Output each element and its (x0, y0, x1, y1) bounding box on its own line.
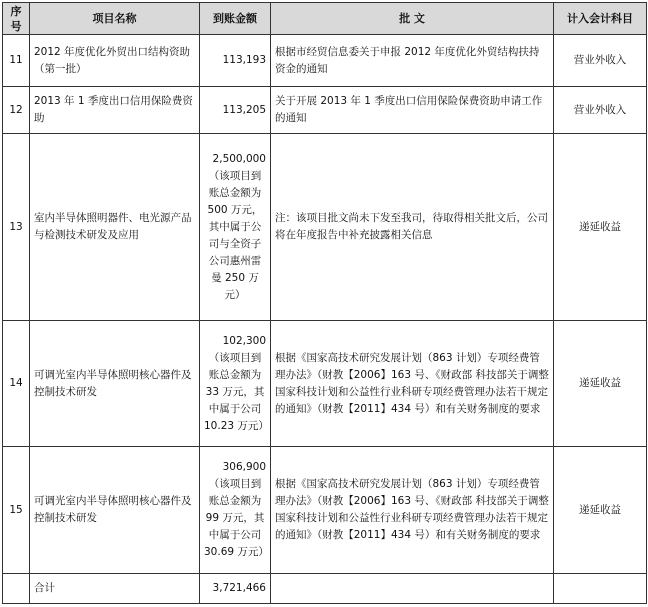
row-account: 递延收益 (554, 447, 647, 574)
row-project-name: 室内半导体照明器件、电光源产品与检测技术研发及应用 (30, 134, 200, 321)
header-row (3, 3, 647, 35)
total-approval-empty (271, 574, 554, 604)
government-grant-table (2, 2, 647, 604)
total-row (3, 574, 647, 604)
row-account: 营业外收入 (554, 35, 647, 87)
total-seq-empty (3, 574, 30, 604)
table-row (3, 321, 647, 447)
row-approval: 注：该项目批文尚未下发至我司，待取得相关批文后，公司将在年度报告中补充披露相关信息 (271, 134, 554, 321)
row-project-name: 可调光室内半导体照明核心器件及控制技术研发 (30, 447, 200, 574)
row-amount-value: 2,500,000 (212, 152, 266, 165)
header-account: 计入会计科目 (554, 3, 647, 35)
row-seq: 11 (3, 35, 30, 87)
row-amount (200, 87, 271, 134)
header-seq: 序号 (3, 3, 30, 35)
row-amount-detail: （该项目到账总金额为500 万元，其中属于公司与全资子公司惠州雷曼 250 万元） (207, 169, 263, 301)
row-project-name: 2012 年度优化外贸出口结构资助（第一批） (30, 35, 200, 87)
row-approval: 根据《国家高技术研究发展计划（863 计划）专项经费管理办法》（财教【2006】163 号、《财政部 科技部关于调整国家科技计划和公益性行业科研专项经费管理办法若干规定的通知》（财教【2011】434 号）和有关财务制度的要求 (271, 447, 554, 574)
row-amount (200, 35, 271, 87)
row-project-name: 可调光室内半导体照明核心器件及控制技术研发 (30, 321, 200, 447)
row-seq: 13 (3, 134, 30, 321)
table-row (3, 447, 647, 574)
row-account: 递延收益 (554, 321, 647, 447)
header-amount: 到账金额 (200, 3, 271, 35)
row-account: 递延收益 (554, 134, 647, 321)
row-approval: 根据《国家高技术研究发展计划（863 计划）专项经费管理办法》（财教【2006】163 号、《财政部 科技部关于调整国家科技计划和公益性行业科研专项经费管理办法若干规定的通知》（财教【2011】434 号）和有关财务制度的要求 (271, 321, 554, 447)
total-amount: 3,721,466 (200, 574, 271, 604)
row-amount-value: 113,205 (222, 103, 266, 116)
total-label: 合计 (30, 574, 200, 604)
table-row (3, 35, 647, 87)
row-amount-value: 306,900 (222, 461, 266, 473)
row-amount (200, 447, 271, 574)
row-approval: 关于开展 2013 年 1 季度出口信用保险保费资助申请工作的通知 (271, 87, 554, 134)
table-row (3, 134, 647, 321)
row-seq: 15 (3, 447, 30, 574)
header-approval: 批 文 (271, 3, 554, 35)
row-amount-value: 113,193 (222, 54, 266, 66)
row-amount (200, 321, 271, 447)
row-seq: 14 (3, 321, 30, 447)
row-account: 营业外收入 (554, 87, 647, 134)
table-row (3, 87, 647, 134)
total-account-empty (554, 574, 647, 604)
row-approval: 根据市经贸信息委关于申报 2012 年度优化外贸结构扶持资金的通知 (271, 35, 554, 87)
row-seq: 12 (3, 87, 30, 134)
row-amount-detail: （该项目到账总金额为99 万元，其中属于公司30.69 万元） (204, 478, 269, 558)
row-amount (200, 134, 271, 321)
row-amount-value: 102,300 (222, 334, 266, 347)
row-project-name: 2013 年 1 季度出口信用保险费资助 (30, 87, 200, 134)
header-name: 项目名称 (30, 3, 200, 35)
row-amount-detail: （该项目到账总金额为33 万元，其中属于公司10.23 万元） (204, 351, 269, 432)
